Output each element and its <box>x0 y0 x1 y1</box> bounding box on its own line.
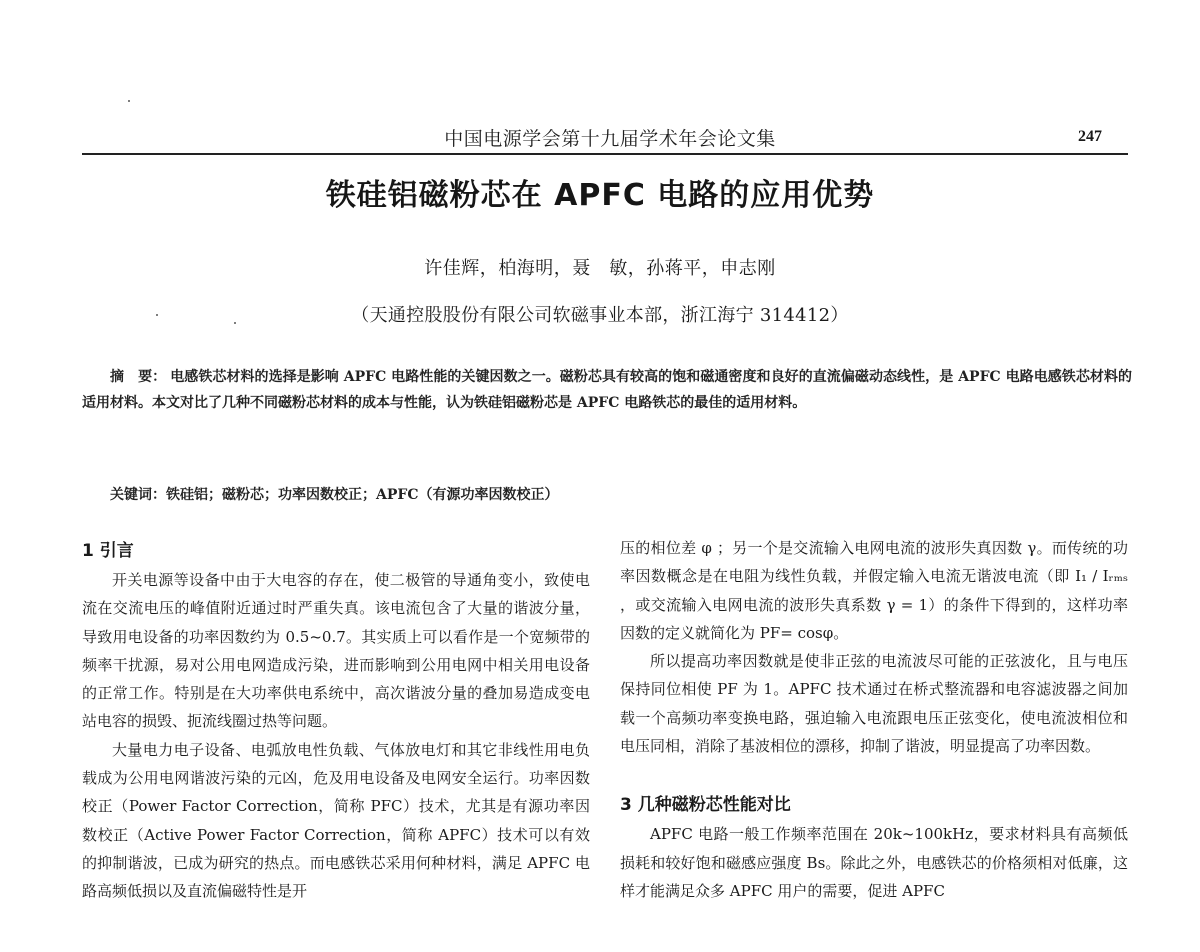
page-number: 247 <box>1078 128 1102 145</box>
body-paragraph: 所以提高功率因数就是使非正弦的电流波尽可能的正弦波化，且与电压保持同位相使 PF 为 1。APFC 技术通过在桥式整流器和电容滤波器之间加载一个高频功率变换电路，强迫输入电流跟电压正弦变化，使电流波相位和电压同相，消除了基波相位的漂移，抑制了谐波，明显提高了功率因数。 <box>620 652 1128 756</box>
abstract <box>82 364 1132 416</box>
keywords-text: 铁硅铝；磁粉芯；功率因数校正；APFC（有源功率因数校正） <box>166 487 559 503</box>
body-paragraph: 压的相位差 φ ；另一个是交流输入电网电流的波形失真因数 γ。而传统的功率因数概念是在电阻为线性负载，并假定输入电流无谐波电流（即 I₁ / Iᵣₘₛ ，或交流输入电网电流的波形失真系数 γ = 1）的条件下得到的，这样功率因数的定义就简化为 PF= cosφ。 <box>620 539 1128 642</box>
body-paragraph: APFC 电路一般工作频率范围在 20k~100kHz，要求材料具有高频低损耗和较好饱和磁感应强度 Bs。除此之外，电感铁芯的价格须相对低廉，这样才能满足众多 APFC 用户的需要，促进 APFC <box>620 825 1128 900</box>
keywords-label: 关键词： <box>110 487 166 503</box>
body-paragraph: 开关电源等设备中由于大电容的存在，使二极管的导通角变小，致使电流在交流电压的峰值附近通过时严重失真。该电流包含了大量的谐波分量，导致用电设备的功率因数约为 0.5~0.7。其实质上可以看作是一个宽频带的频率干扰源，易对公用电网造成污染，进而影响到公用电网中相关用电设备的正常工作。特别是在大功率供电系统中，高次谐波分量的叠加易造成变电站电容的损毁、扼流线圈过热等问题。 <box>82 571 590 731</box>
journal-header: 中国电源学会第十九届学术年会论文集 <box>444 128 776 150</box>
section-heading-introduction: 1 引言 <box>82 541 134 561</box>
abstract-text: 电感铁芯材料的选择是影响 APFC 电路性能的关键因数之一。磁粉芯具有较高的饱和磁通密度和良好的直流偏磁动态线性，是 APFC 电路电感铁芯材料的适用材料。本文对比了几种不同磁粉芯材料的成本与性能，认为铁硅铝磁粉芯是 APFC 电路铁芯的最佳的适用材料。 <box>82 369 1133 411</box>
paper-title: 铁硅铝磁粉芯在 APFC 电路的应用优势 <box>325 178 875 213</box>
right-column <box>620 534 1128 905</box>
section-spacer <box>620 760 1128 790</box>
scan-speck <box>128 100 130 102</box>
affiliation: （天通控股股份有限公司软磁事业本部，浙江海宁 314412） <box>351 305 849 326</box>
author-list: 许佳辉，柏海明，聂 敏，孙蒋平，申志刚 <box>424 258 776 279</box>
left-column <box>82 536 590 906</box>
body-paragraph: 大量电力电子设备、电弧放电性负载、气体放电灯和其它非线性用电负载成为公用电网谐波污染的元凶，危及用电设备及电网安全运行。功率因数校正（Power Factor Correction，简称 PFC）技术，尤其是有源功率因数校正（Active Power Factor Correction，简称 APFC）技术可以有效的抑制谐波，已成为研究的热点。而电感铁芯采用何种材料，满足 APFC 电路高频低损以及直流偏磁特性是开 <box>82 740 590 901</box>
keywords <box>110 484 1110 504</box>
header-rule <box>82 153 1128 155</box>
abstract-label: 摘 要： <box>110 369 167 385</box>
section-heading-comparison: 3 几种磁粉芯性能对比 <box>620 795 791 816</box>
